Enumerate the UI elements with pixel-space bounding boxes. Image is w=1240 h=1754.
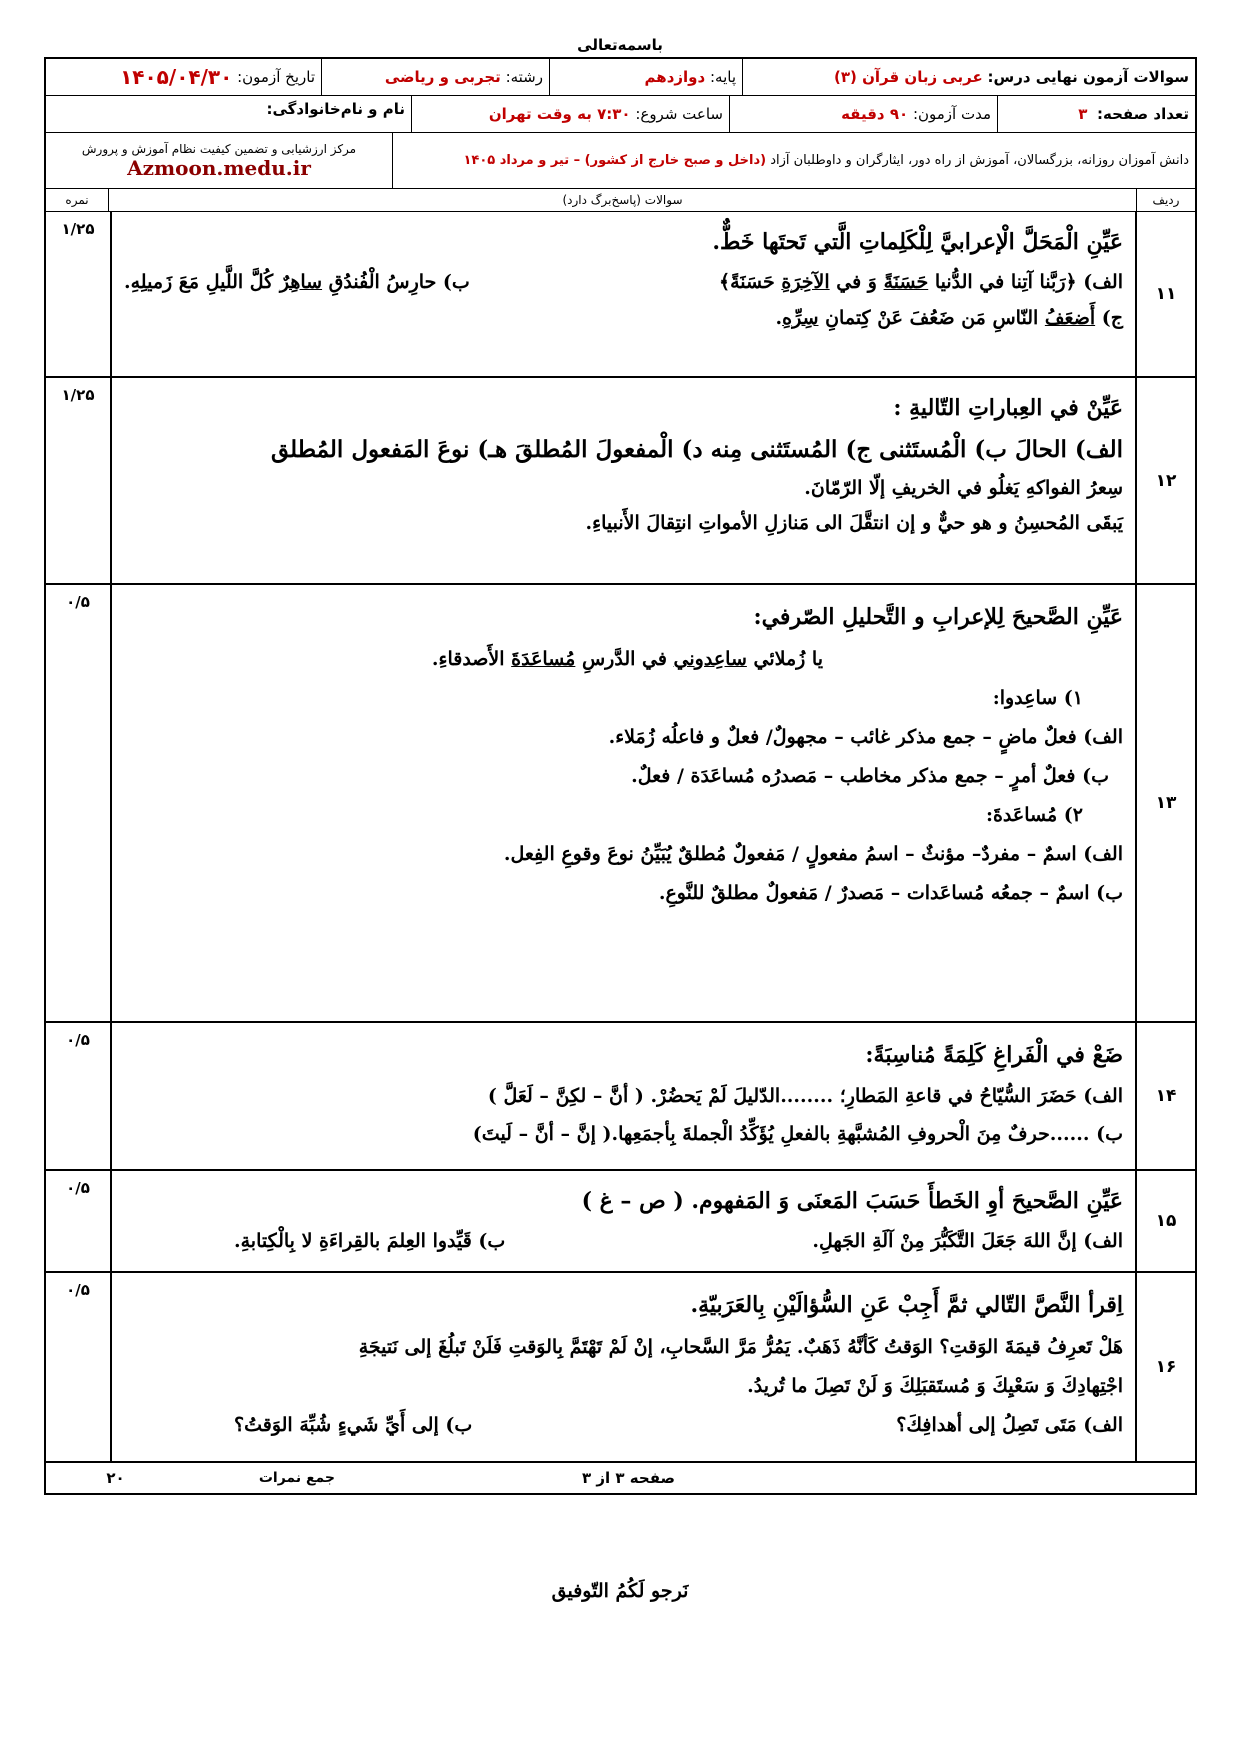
- option-b: ب) إلى أَيِّ شَيءٍ شُبِّهَ الوَقتُ؟: [234, 1413, 473, 1436]
- duration-cell: [729, 96, 997, 132]
- question-body: [110, 212, 1135, 376]
- col-questions: سوالات (پاسخ‌برگ دارد): [108, 189, 1136, 211]
- options-row: [124, 1223, 1123, 1259]
- bismillah: باسمه‌تعالی: [577, 36, 663, 54]
- part-2-option-b: ب) اسمٌ – جمعُه مُساعَدات – مَصدرٌ / مَفعولٌ مطلقٌ للنَّوعِ.: [658, 881, 1123, 904]
- part-1-option-a: الف) فعلٌ ماضٍ – جمع مذكر غائب – مجهولٌ/ فعلٌ و فاعلُه زُمَلاء.: [608, 725, 1123, 748]
- options-row: [124, 1406, 1123, 1445]
- question-title: عَيِّنِ الصَّحيحَ لِلإعرابِ و التَّحليلِ الصّرفي:: [753, 604, 1123, 630]
- pages-label: تعداد صفحه:: [1096, 105, 1189, 123]
- start-label: ساعت شروع:: [635, 105, 723, 123]
- part-1-option-b: ب) فعلٌ أمرٍ – جمع مذكر مخاطب – مَصدرُه مُساعَدَة / فعلٌ.: [631, 764, 1109, 787]
- grade-cell: [549, 59, 742, 95]
- option-a: الف) مَتَى تَصِلُ إلى أهدافِكَ؟: [896, 1413, 1123, 1436]
- header-row-2: [46, 96, 1195, 133]
- question-score: ۰/۵: [66, 593, 90, 611]
- closing-wish: نَرجو لَكُمُ التّوفيق: [551, 1580, 689, 1602]
- sentence-2: يَبقَى المُحسِنُ و هو حيٌّ و إن انتقَّلَ الى مَنازلِ الأمواتِ انتِقالَ الأَنبياءِ.: [585, 512, 1123, 535]
- option-c: ج) أَضعَفُ النّاسِ مَن ضَعُفَ عَنْ كِتمانِ سِرِّهِ.: [775, 306, 1123, 329]
- passage-line-1: هَلْ تَعرِفُ قيمَةَ الوَقتِ؟ الوَقتُ كَأنَّهُ ذَهَبٌ. يَمُرُّ مَرَّ السَّحابِ، إنْ لَمْ تَهْتَمَّ بِالوَقتِ فَلَنْ تَبلُغَ إلى نَتيجَةِ: [358, 1336, 1123, 1359]
- question-14: [46, 1023, 1195, 1171]
- center-name: مرکز ارزشیابی و تضمین کیفیت نظام آموزش و پرورش: [81, 141, 357, 156]
- question-body: [110, 1171, 1135, 1271]
- question-number: ۱۲: [1135, 378, 1195, 583]
- question-11: [46, 212, 1195, 378]
- grade-label: پایه:: [709, 68, 736, 86]
- part-1: ۱) ساعِدوا:: [992, 687, 1083, 710]
- question-score: ۰/۵: [66, 1281, 90, 1299]
- blank-b: ب) ......حرفٌ مِنَ الْحروفِ المُشبَّهةِ بالفعلِ يُؤَكِّدُ الْجملةَ بِأجمَعِها.( إنَّ – أنَّ – لَيتَ): [472, 1123, 1123, 1145]
- footer-row: [46, 1463, 1195, 1493]
- col-score: نمره: [65, 193, 89, 207]
- blank-a: الف) حَضَرَ السُّيّاحُ في قاعةِ المَطارِ؛ ........الدّليلَ لَمْ يَحضُرْ. ( أنَّ – لكِنَّ – لَعَلَّ ): [487, 1085, 1123, 1107]
- center-cell: [46, 133, 392, 188]
- col-row: ردیف: [1136, 189, 1195, 211]
- name-cell[interactable]: [46, 96, 411, 132]
- field-cell: [321, 59, 549, 95]
- options-row: [124, 264, 1123, 300]
- duration-label: مدت آزمون:: [912, 105, 991, 123]
- subject-cell: [742, 59, 1195, 95]
- question-body: [110, 1273, 1135, 1461]
- pages: ۳: [1078, 105, 1088, 123]
- question-title: عَیِّنِ الْمَحَلَّ الْإعرابيَّ لِلْكَلِماتِ الَّتي تَحتَها خَطٌّ.: [712, 229, 1123, 255]
- students-red-text: (داخل و صبح خارج از کشور) – تیر و مرداد ۱۴۰۵: [463, 153, 767, 168]
- page-number: صفحه ۳ از ۳: [582, 1469, 675, 1487]
- students-cell: [392, 133, 1195, 188]
- exam-title-label: سوالات آزمون نهایی درس:: [987, 68, 1189, 86]
- name-label: نام و نام‌خانوادگی:: [266, 100, 405, 118]
- question-title: اِقرأ النَّصَّ التّالي ثمَّ أَجِبْ عَنِ السُّؤالَيْنِ بِالعَرَبيّةِ.: [690, 1292, 1123, 1318]
- field-label: رشته:: [505, 68, 543, 86]
- grade: دوازدهم: [644, 68, 706, 86]
- option-a: الف) إنَّ اللهَ جَعَلَ التَّكَبُّرَ مِنْ آلَةِ الجَهلِ.: [812, 1229, 1123, 1252]
- website[interactable]: Azmoon.medu.ir: [127, 155, 311, 180]
- question-number: ۱۱: [1135, 212, 1195, 376]
- total-label: جمع نمرات: [258, 1470, 335, 1486]
- question-score: ۱/۲۵: [61, 386, 95, 404]
- start-time: ۷:۳۰ به وقت تهران: [488, 105, 631, 123]
- question-title: ضَعْ في الْفَراغِ كَلِمَةً مُناسِبَةً:: [865, 1042, 1123, 1068]
- question-12: [46, 378, 1195, 585]
- students-text: دانش آموزان روزانه، بزرگسالان، آموزش از راه دور، ایثارگران و داوطلبان آزاد: [770, 153, 1189, 168]
- header-row-1: [46, 59, 1195, 96]
- question-score: ۱/۲۵: [61, 220, 95, 238]
- sentence: يا زُملائي ساعِدوني في الدَّرسِ مُساعَدَةَ الأَصدقاءِ.: [431, 648, 823, 671]
- total-score: ۲۰: [106, 1469, 125, 1487]
- date-cell: [46, 59, 321, 95]
- question-13: [46, 585, 1195, 1023]
- question-title: عَيِّنْ في العِباراتِ التّاليةِ :: [893, 395, 1123, 421]
- date-label: تاریخ آزمون:: [237, 68, 315, 86]
- sentence-1: سِعرُ الفواكهِ يَغلُو في الخريفِ إلّا الرّمّانَ.: [804, 477, 1123, 500]
- passage-line-2: اجْتِهادِكَ وَ سَعْيِكَ وَ مُستَقبَلِكَ وَ لَنْ تَصِلَ ما تُريدُ.: [747, 1375, 1123, 1398]
- question-15: [46, 1171, 1195, 1273]
- question-number: ۱۳: [1135, 585, 1195, 1021]
- question-number: ۱۶: [1135, 1273, 1195, 1461]
- start-cell: [411, 96, 729, 132]
- options-list: الف) الحالَ ب) الْمُستَثنى ج) المُستَثنى مِنه د) الْمفعولَ المُطلقَ هـ) نوعَ المَفعول المُطلق: [270, 435, 1123, 463]
- question-body: [110, 378, 1135, 583]
- option-b: ب) قَيِّدوا العِلمَ بالقِراءَةِ لا بِالْكِتابةِ.: [234, 1229, 506, 1252]
- option-b: ب) حارِسُ الْفُندُقِ ساهِرٌ كُلَّ اللَّيلِ مَعَ زَميلِهِ.: [124, 270, 470, 293]
- exam-sheet: [44, 57, 1197, 1495]
- header-row-3: [46, 133, 1195, 189]
- duration: ۹۰ دقیقه: [841, 105, 909, 123]
- field: تجربی و ریاضی: [384, 68, 501, 86]
- question-number: ۱۵: [1135, 1171, 1195, 1271]
- option-a: الف) ﴿رَبَّنا آتِنا في الدُّنيا حَسَنَةً وَ في الآخِرَةِ حَسَنَةً﴾: [718, 270, 1123, 293]
- question-score: ۰/۵: [66, 1179, 90, 1197]
- pages-cell: [997, 96, 1195, 132]
- question-score: ۰/۵: [66, 1031, 90, 1049]
- exam-date: ۱۴۰۵/۰۴/۳۰: [120, 65, 233, 89]
- part-2-option-a: الف) اسمٌ – مفردٌ– مؤنثٌ – اسمُ مفعولٍ / مَفعولٌ مُطلقٌ يُبَيِّنُ نوعَ وقوعِ الفِعل.: [503, 842, 1123, 865]
- part-2: ۲) مُساعَدةَ:: [985, 803, 1083, 826]
- question-16: [46, 1273, 1195, 1463]
- question-title: عَيِّنِ الصَّحيحَ أوِ الخَطأَ حَسَبَ المَعنَى وَ المَفهوم. ( ص – غ ): [581, 1188, 1123, 1214]
- subject: عربی زبان قرآن (۳): [834, 68, 983, 86]
- question-body: [110, 1023, 1135, 1169]
- question-body: [110, 585, 1135, 1021]
- question-number: ۱۴: [1135, 1023, 1195, 1169]
- column-header-row: [46, 189, 1195, 212]
